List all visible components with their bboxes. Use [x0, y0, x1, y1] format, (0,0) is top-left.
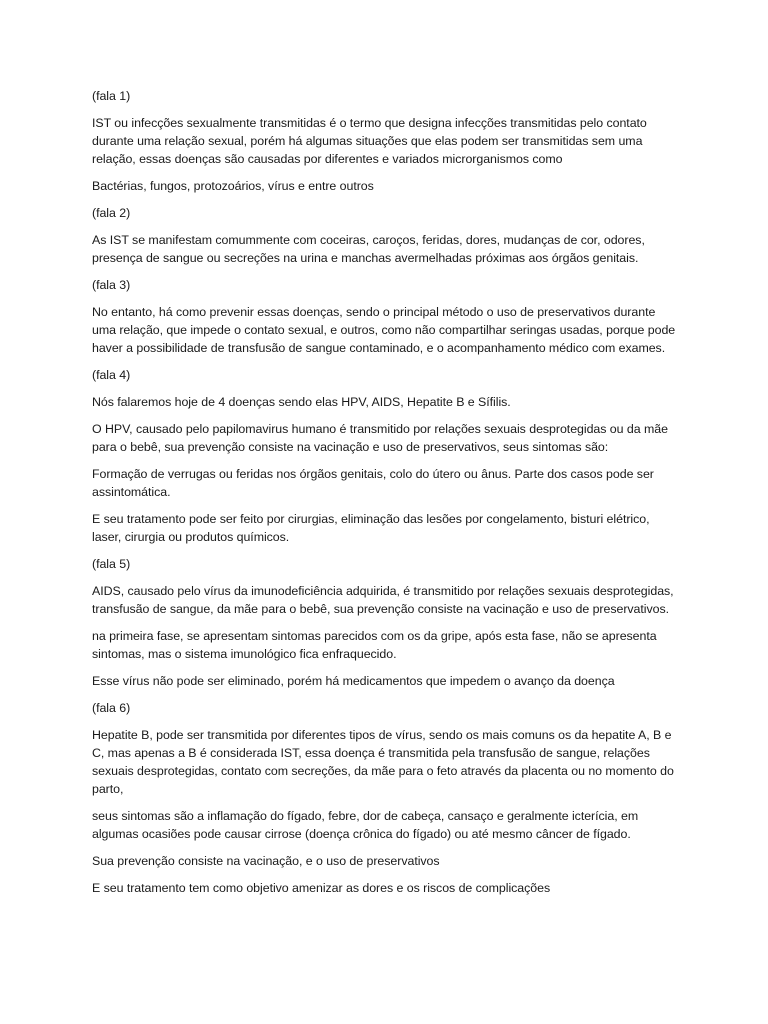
paragraph-hepatitis-transmission: Hepatite B, pode ser transmitida por diferentes tipos de vírus, sendo os mais comuns os da hepatite A, B e C, mas apenas a B é considerada IST, essa doença é transmitida pela transfusão de sangue, relações sexuais desprotegidas, contato com secreções, da mãe para o feto através da placenta ou no momento do parto,	[92, 728, 674, 796]
paragraph-hepatitis-prevention: Sua prevenção consiste na vacinação, e o uso de preservativos	[92, 854, 440, 868]
speech-label-2: (fala 2)	[92, 206, 131, 220]
paragraph-aids-transmission: AIDS, causado pelo vírus da imunodeficiência adquirida, é transmitido por relações sexuais desprotegidas, transfusão de sangue, da mãe para o bebê, sua prevenção consiste na vacinação e uso de preservativos.	[92, 584, 674, 616]
paragraph-hpv-transmission: O HPV, causado pelo papilomavirus humano é transmitido por relações sexuais desprotegidas ou da mãe para o bebê, sua prevenção consiste na vacinação e uso de preservativos, seus sintomas são:	[92, 422, 668, 454]
paragraph-hpv-treatment: E seu tratamento pode ser feito por cirurgias, eliminação das lesões por congelamento, bisturi elétrico, laser, cirurgia ou produtos químicos.	[92, 512, 650, 544]
paragraph-diseases-list: Nós falaremos hoje de 4 doenças sendo elas HPV, AIDS, Hepatite B e Sífilis.	[92, 395, 511, 409]
paragraph-ist-symptoms: As IST se manifestam comummente com coceiras, caroços, feridas, dores, mudanças de cor, odores, presença de sangue ou secreções na urina e manchas avermelhadas próximas aos órgãos genitais.	[92, 233, 645, 265]
paragraph-hpv-symptoms: Formação de verrugas ou feridas nos órgãos genitais, colo do útero ou ânus. Parte dos casos pode ser assintomática.	[92, 467, 654, 499]
speech-label-4: (fala 4)	[92, 368, 131, 382]
paragraph-hepatitis-treatment: E seu tratamento tem como objetivo amenizar as dores e os riscos de complicações	[92, 881, 551, 895]
paragraph-aids-symptoms: na primeira fase, se apresentam sintomas parecidos com os da gripe, após esta fase, não se apresenta sintomas, mas o sistema imunológico fica enfraquecido.	[92, 629, 657, 661]
paragraph-prevention: No entanto, há como prevenir essas doenças, sendo o principal método o uso de preservativos durante uma relação, que impede o contato sexual, e outros, como não compartilhar seringas usadas, porque pode haver a possibilidade de transfusão de sangue contaminado, e o acompanhamento médico com exames.	[92, 305, 676, 355]
paragraph-microorganisms: Bactérias, fungos, protozoários, vírus e entre outros	[92, 179, 374, 193]
paragraph-aids-treatment: Esse vírus não pode ser eliminado, porém há medicamentos que impedem o avanço da doença	[92, 674, 615, 688]
speech-label-3: (fala 3)	[92, 278, 131, 292]
speech-label-1: (fala 1)	[92, 89, 131, 103]
paragraph-hepatitis-symptoms: seus sintomas são a inflamação do fígado, febre, dor de cabeça, cansaço e geralmente icterícia, em algumas ocasiões pode causar cirrose (doença crônica do fígado) ou até mesmo câncer de fígado.	[92, 809, 639, 841]
speech-label-5: (fala 5)	[92, 557, 131, 571]
speech-label-6: (fala 6)	[92, 701, 131, 715]
document-page	[92, 87, 680, 906]
paragraph-ist-definition: IST ou infecções sexualmente transmitidas é o termo que designa infecções transmitidas pelo contato durante uma relação sexual, porém há algumas situações que elas podem ser transmitidas sem uma relação, essas doenças são causadas por diferentes e variados microrganismos como	[92, 116, 647, 166]
